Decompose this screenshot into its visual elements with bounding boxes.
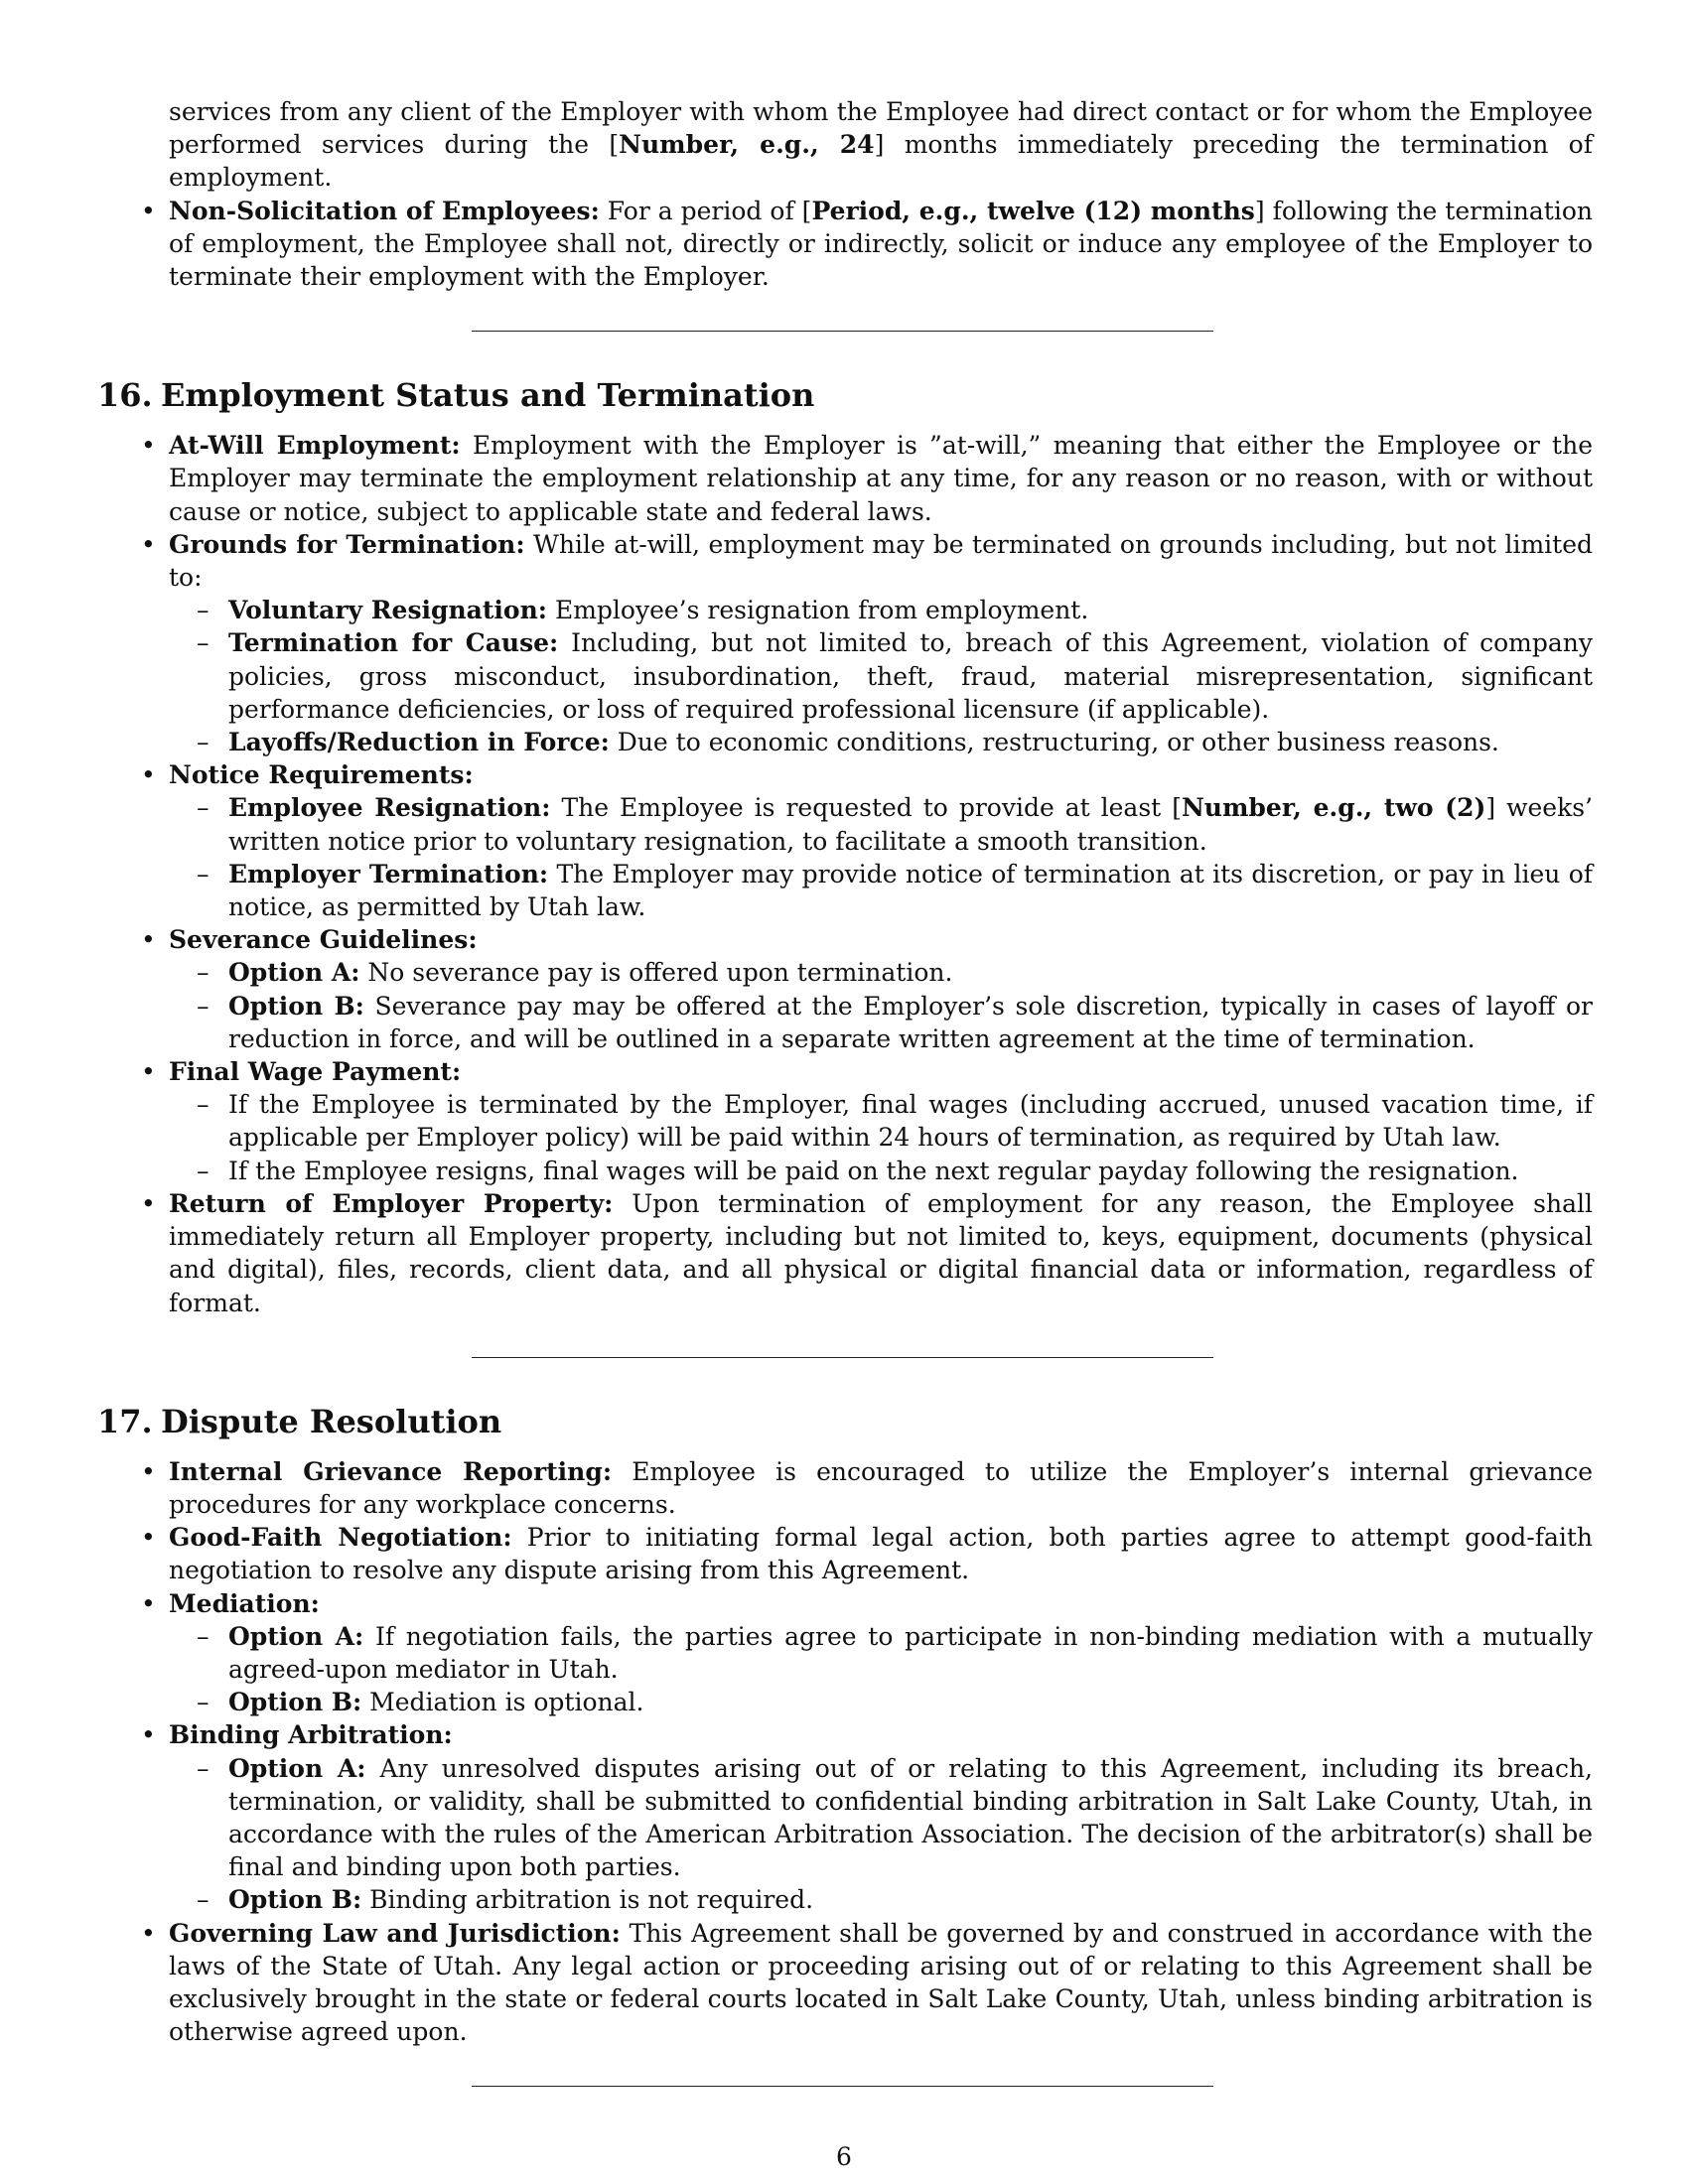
item-text: Binding arbitration is not required. <box>361 1885 814 1915</box>
item-text: The Employer may provide notice of termination at its discretion, or pay in lieu of notice, as permitted by Utah law. <box>228 859 1594 922</box>
item-label: Option A: <box>228 958 360 988</box>
item-text: For a period of [ <box>599 196 812 225</box>
item-label: Termination for Cause: <box>228 628 559 658</box>
item-label: Employee Resignation: <box>228 793 551 823</box>
item-text: Upon termination of employment for any reason, the Employee shall immediately return all Employer property, including but not limited to, keys, equipment, documents (physical and digital), files, records, client data, and all physical or digital financial data or information, regardless of format. <box>169 1188 1593 1317</box>
sub-list-item <box>169 1155 1593 1187</box>
sub-list <box>169 1620 1593 1719</box>
item-text: ] following the termination of employment, the Employee shall not, directly or indirectly, solicit or induce any employee of the Employer to terminate their employment with the Employer. <box>169 196 1593 292</box>
section-number: 17. <box>97 1402 153 1440</box>
sub-list-item <box>169 626 1593 726</box>
item-label: Option B: <box>228 1688 362 1717</box>
item-text: If the Employee is terminated by the Employer, final wages (including accrued, unused vacation time, if applicable per Employer policy) will be paid within 24 hours of termination, as required by Utah law. <box>228 1090 1593 1153</box>
item-label: Non-Solicitation of Employees: <box>169 196 600 225</box>
item-text: While at-will, employment may be terminated on grounds including, but not limited to: <box>169 529 1593 593</box>
sub-list <box>169 1752 1593 1917</box>
sub-list-item <box>169 1686 1593 1718</box>
placeholder-text: Number, e.g., two (2) <box>1181 793 1486 823</box>
item-label: Final Wage Payment: <box>169 1057 462 1087</box>
sub-list <box>169 1088 1593 1187</box>
item-label: Voluntary Resignation: <box>228 596 548 625</box>
placeholder-text: Number, e.g., 24 <box>619 130 875 160</box>
item-text: If the Employee resigns, final wages will be paid on the next regular payday following the resignation. <box>228 1156 1519 1185</box>
sub-list <box>169 791 1593 923</box>
item-label: Grounds for Termination: <box>169 529 525 559</box>
item-text: Due to economic conditions, restructuring, or other business reasons. <box>609 728 1499 757</box>
bullet-list <box>97 195 1593 294</box>
item-text: Prior to initiating formal legal action, both parties agree to attempt good-faith negotiation to resolve any dispute arising from this Agreement. <box>169 1523 1594 1585</box>
continued-paragraph <box>97 95 1593 195</box>
list-item <box>97 429 1593 528</box>
list-item <box>97 1587 1593 1719</box>
sub-list-item <box>169 726 1593 758</box>
paragraph-text: services from any client of the Employer with whom the Employee had direct contact or for whom the Employee performed services during the [ <box>169 97 1593 160</box>
item-label: Option B: <box>228 1885 362 1915</box>
section-number: 16. <box>97 376 153 415</box>
placeholder-text: Period, e.g., twelve (12) months <box>811 196 1255 225</box>
item-label: Option B: <box>228 991 364 1021</box>
list-item-non-solicitation <box>97 195 1593 294</box>
section-heading-17 <box>97 1402 1593 1441</box>
item-text: Employment with the Employer is ”at-will,” meaning that either the Employee or the Employer may terminate the employment relationship at any time, for any reason or no reason, with or without cause or notice, subject to applicable state and federal laws. <box>169 431 1594 526</box>
item-text: Employee is encouraged to utilize the Employer’s internal grievance procedures for any workplace concerns. <box>169 1456 1594 1519</box>
sub-list-item <box>169 1088 1593 1154</box>
bullet-list <box>97 429 1593 1318</box>
list-item <box>97 923 1593 1055</box>
list-item <box>97 758 1593 923</box>
sub-list-item <box>169 956 1593 989</box>
list-item <box>97 1187 1593 1319</box>
section-divider <box>472 2086 1213 2087</box>
list-item <box>97 528 1593 758</box>
sub-list-item <box>169 1883 1593 1916</box>
item-text: This Agreement shall be governed by and construed in accordance with the laws of the State of Utah. Any legal action or proceeding arising out of or relating to this Agreement shall be exclusively brought in the state or federal courts located in Salt Lake County, Utah, unless binding arbitration is otherwise agreed upon. <box>169 1918 1593 2047</box>
item-label: Severance Guidelines: <box>169 925 478 955</box>
item-label: Mediation: <box>169 1588 320 1618</box>
sub-list <box>169 594 1593 758</box>
item-text: If negotiation fails, the parties agree to participate in non-binding mediation with a mutually agreed-upon mediator in Utah. <box>228 1621 1593 1684</box>
document-page <box>97 95 1593 2130</box>
sub-list-item <box>169 990 1593 1055</box>
sub-list-item <box>169 1620 1593 1686</box>
sub-list <box>169 956 1593 1055</box>
item-label: Governing Law and Jurisdiction: <box>169 1918 621 1948</box>
section-divider <box>472 331 1213 332</box>
item-text: Employee’s resignation from employment. <box>547 596 1089 625</box>
sub-list-item <box>169 1752 1593 1884</box>
item-label: Employer Termination: <box>228 859 549 888</box>
item-label: Good-Faith Negotiation: <box>169 1523 512 1553</box>
item-text: Any unresolved disputes arising out of or relating to this Agreement, including its breach, termination, or validity, shall be submitted to confidential binding arbitration in Salt Lake County, Utah, in accordance with the rules of the American Arbitration Association. The decision of the arbitrator(s) shall be final and binding upon both parties. <box>228 1753 1593 1882</box>
item-text: No severance pay is offered upon termination. <box>359 958 953 988</box>
sub-list-item <box>169 594 1593 626</box>
item-label: Option A: <box>228 1621 364 1651</box>
item-label: Notice Requirements: <box>169 760 474 790</box>
item-label: At-Will Employment: <box>169 431 461 461</box>
sub-list-item <box>169 858 1593 923</box>
item-label: Internal Grievance Reporting: <box>169 1456 613 1486</box>
item-label: Return of Employer Property: <box>169 1188 614 1218</box>
section-title: Dispute Resolution <box>161 1402 502 1440</box>
item-text: The Employee is requested to provide at least [ <box>550 793 1182 823</box>
section-divider <box>472 1357 1213 1358</box>
item-text: Mediation is optional. <box>361 1688 644 1717</box>
list-item <box>97 1718 1593 1916</box>
item-text: ] weeks’ written notice prior to voluntary resignation, to facilitate a smooth transition. <box>228 793 1593 856</box>
page-number: 6 <box>836 2142 852 2171</box>
item-label: Layoffs/Reduction in Force: <box>228 728 610 757</box>
section-heading-16 <box>97 375 1593 415</box>
list-item <box>97 1055 1593 1187</box>
item-text: Including, but not limited to, breach of this Agreement, violation of company policies, gross misconduct, insubordination, theft, fraud, material misrepresentation, significant performance deficiencies, or loss of required professional licensure (if applicable). <box>228 628 1593 724</box>
item-label: Binding Arbitration: <box>169 1720 453 1750</box>
sub-list-item <box>169 791 1593 857</box>
item-text: Severance pay may be offered at the Employer’s sole discretion, typically in cases of layoff or reduction in force, and will be outlined in a separate written agreement at the time of termination. <box>228 991 1593 1053</box>
item-label: Option A: <box>228 1753 366 1783</box>
bullet-list <box>97 1455 1593 2049</box>
list-item <box>97 1917 1593 2049</box>
section-title: Employment Status and Termination <box>161 376 815 415</box>
paragraph-text: ] months immediately preceding the termination of employment. <box>169 130 1593 193</box>
list-item <box>97 1521 1593 1586</box>
list-item <box>97 1455 1593 1521</box>
